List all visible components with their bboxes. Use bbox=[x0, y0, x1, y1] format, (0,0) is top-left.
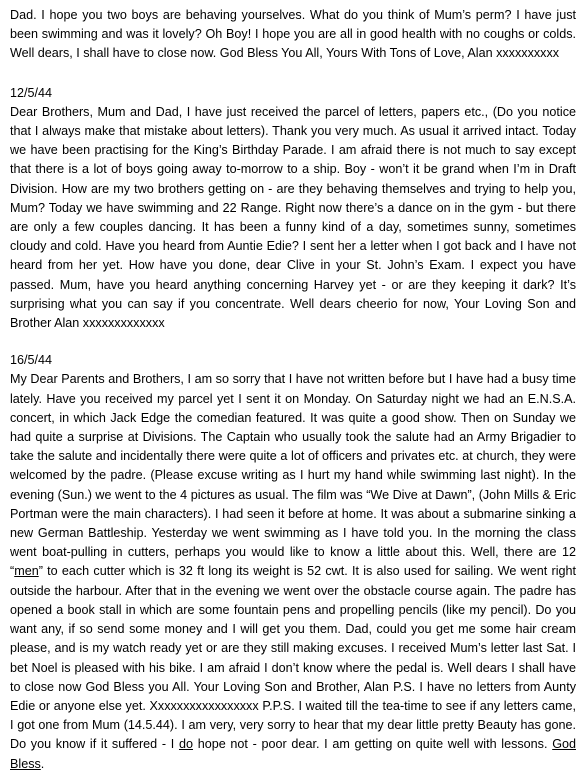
letter-date: 16/5/44 bbox=[10, 353, 53, 368]
closing-punctuation: . bbox=[40, 756, 45, 771]
underlined-word: men bbox=[14, 564, 39, 579]
paragraph-spacer bbox=[10, 64, 576, 84]
paragraph-spacer bbox=[10, 333, 576, 351]
letter-body: Dear Brothers, Mum and Dad, I have just received the parcel of letters, papers etc., (Do you notice that I always make that mistake about letters). Thank you very much. As usual it arrived intact. Today we have been practising for the King’s Birthday Parade. I am afraid there is not much to say except that there is a lot of boys going away to-morrow to a ship. Boy - won’t it be grand when I’m in Draft Division. How are my two brothers getting on - are they behaving themselves and trying to help you, Mum? Today we have swimming and 22 Range. Right now there’s a dance on in the gym - but there are only a few couples dancing. It has been a funny kind of a day, sometimes sunny, sometimes cloudy and cold. Have you heard from Auntie Edie? I sent her a letter when I got back and I have not heard from her yet. How have you done, dear Clive in your St. John’s Exam. I expect you have passed. Mum, have you heard anything concerning Harvey yet - or are they keeping it dark? It’s surprising what you can say if you concentrate. Well dears cheerio for now, Your Loving Son and Brother Alan xxxxxxxxxxxxx bbox=[10, 104, 576, 331]
letter-ending-paragraph: Dad. I hope you two boys are behaving yourselves. What do you think of Mum’s perm? I have just been swimming and was it lovely? Oh Boy! I hope you are all in good health with no coughs or colds. Well dears, I shall have to close now. God Bless You All, Yours With Tons of Love, Alan xxxxxxxxxx bbox=[10, 8, 576, 61]
document-page bbox=[10, 6, 576, 774]
letter-text-segment: hope not - poor dear. I am getting on quite well with lessons. bbox=[193, 737, 553, 752]
letter-text-segment: ” to each cutter which is 32 ft long its weight is 52 cwt. It is also used for sailing. We went right outside the harbour. After that in the evening we went over the obstacle course again. The padre has opened a book stall in which are some fountain pens and propelling pencils (like my pencil). Do you want any, if so send some money and I will get you them. Dad, could you get me some hair cream please, and is my watch ready yet or are they still making excuses. I received Mum’s letter last Sat. I bet Noel is pleased with his bike. I am afraid I don’t know where the pedal is. Well dears I shall have to close now God Bless you All. Your Loving Son and Brother, Alan P.S. I have no letters from Aunty Edie or anyone else yet. Xxxxxxxxxxxxxxxxx P.P.S. I waited till the tea-time to see if any letters came, I got one from Mum (14.5.44). I am very, very sorry to hear that my dear little pretty Beauty has gone. Do you know if it suffered - I bbox=[10, 564, 576, 752]
underlined-word: do bbox=[178, 737, 193, 752]
letter-text-segment: My Dear Parents and Brothers, I am so sorry that I have not written before but I have had a busy time lately. Have you received my parcel yet I sent it on Monday. On Saturday night we had an E.N.S.A. concert, in which Jack Edge the comedian featured. It was quite a good show. Then on Sunday we had quite a surprise at Divisions. The Captain who usually took the salute had an Army Brigadier to take the salute and incidentally there were quite a lot of officers and privates etc. at church, they were welcomed by the padre. (Please excuse writing as I hurt my hand while swimming last night). In the evening (Sun.) we went to the 4 pictures as usual. The film was “We Dive at Dawn”, (John Mills & Eric Portman were the main characters). I had seen it before at home. It was about a submarine sinking a new German Battleship. Yesterday we went swimming as I have told you. In the morning the class went boat-pulling in cutters, perhaps you would like to know a little about this. Well, there are 12 “ bbox=[10, 372, 576, 579]
letter-date: 12/5/44 bbox=[10, 85, 53, 100]
letter-body bbox=[10, 370, 576, 773]
closing-blessing: God Bless bbox=[10, 737, 576, 771]
